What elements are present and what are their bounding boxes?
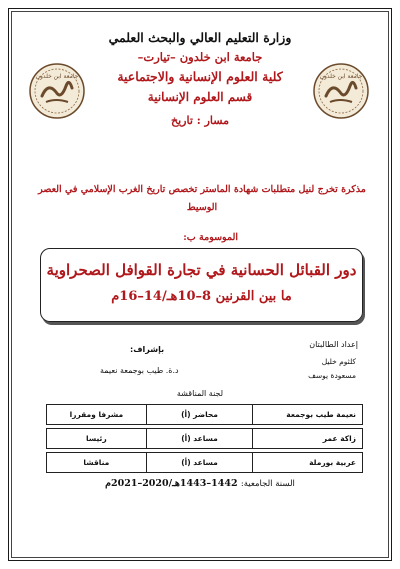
students-label: إعداد الطالبتان [309, 340, 358, 349]
thesis-subtitle: ما بين القرنين 8–10هـ/14–16م [111, 289, 292, 304]
faculty-name: كلية العلوم الإنسانية والاجتماعية [117, 68, 283, 84]
thesis-title: دور القبائل الحسانية في تجارة القوافل الصحراوية [46, 261, 357, 279]
table-row [47, 405, 363, 425]
table-row [47, 429, 363, 449]
thesis-description: مذكرة تخرج لنيل متطلبات شهادة الماستر تخصص تاريخ الغرب الإسلامي في العصر الوسيط [38, 184, 366, 214]
supervision-label: بإشراف: [130, 345, 165, 354]
academic-year-value: 1442–1443هـ/2020–2021م [105, 478, 238, 489]
institution-header [0, 30, 400, 134]
committee-table [46, 404, 363, 473]
member-name: نعيمة طيب بوجمعة [253, 405, 363, 425]
titled-label: الموسومة ب: [183, 232, 238, 243]
student-name: كلثوم خليل [321, 357, 356, 366]
member-rank: محاضر (أ) [146, 405, 253, 425]
department-name: قسم العلوم الإنسانية [147, 89, 253, 104]
member-rank: مساعد (أ) [146, 453, 253, 473]
table-row [47, 453, 363, 473]
committee-label: لجنة المناقشة [176, 389, 224, 398]
supervisor-name: د.ة. طيب بوجمعة نعيمة [100, 366, 179, 375]
student-name: مسعودة يوسف [308, 371, 356, 380]
member-role: رئيسا [47, 429, 147, 449]
track-name: مسار : تاريخ [171, 114, 229, 128]
academic-year-label: السنة الجامعية: [240, 479, 295, 489]
university-name: جامعة ابن خلدون –تيارت– [137, 50, 263, 64]
member-role: مناقشا [47, 453, 147, 473]
member-rank: مساعد (أ) [146, 429, 253, 449]
ministry-name: وزارة التعليم العالي والبحث العلمي [108, 30, 292, 45]
member-name: عربية بورملة [253, 453, 363, 473]
member-name: زاكة عمر [253, 429, 363, 449]
academic-year [0, 478, 400, 489]
thesis-title-box [40, 248, 363, 322]
member-role: مشرفا ومقررا [47, 405, 147, 425]
svg-text:جامعة ابن خلدون: جامعة ابن خلدون [35, 73, 79, 80]
svg-text:جامعة ابن خلدون: جامعة ابن خلدون [319, 73, 363, 80]
